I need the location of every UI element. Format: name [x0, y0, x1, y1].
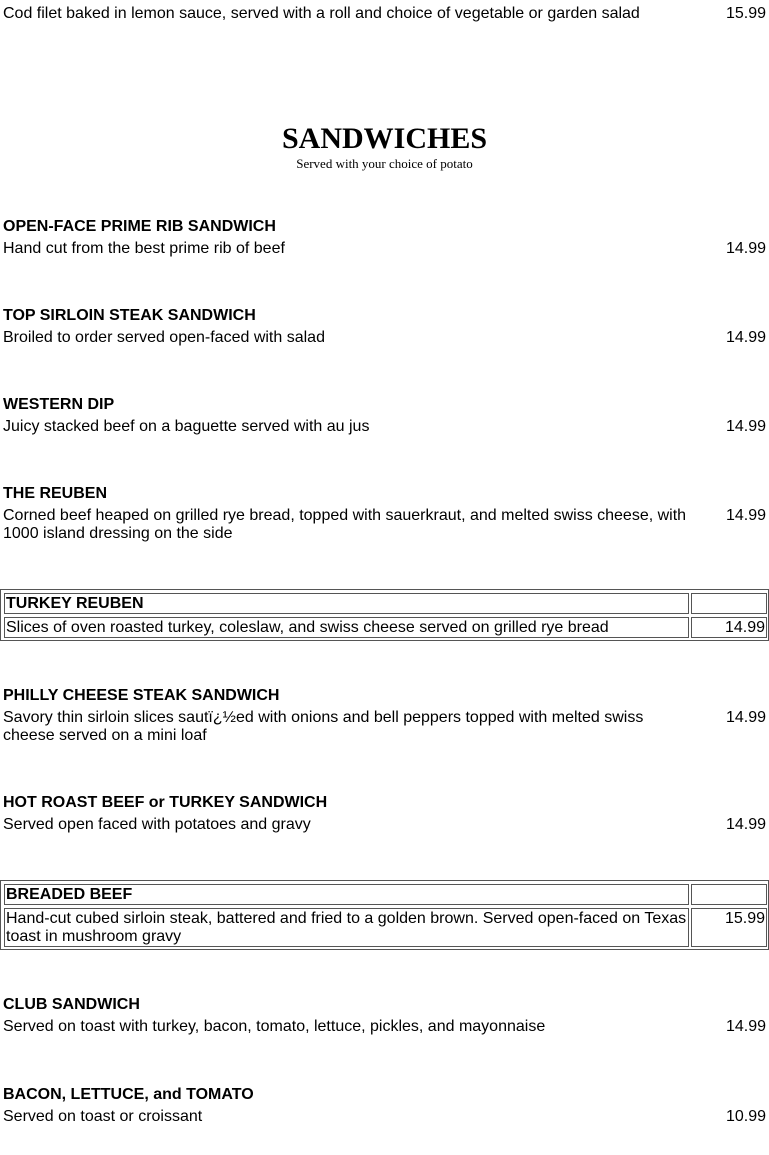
item-price: 14.99	[725, 1018, 766, 1035]
menu-item	[0, 418, 769, 436]
item-price: 15.99	[691, 908, 767, 947]
item-name: THE REUBEN	[3, 485, 108, 502]
item-price: 10.99	[725, 1108, 766, 1125]
menu-item	[0, 507, 769, 543]
section-subtitle: Served with your choice of potato	[296, 156, 473, 171]
item-name: CLUB SANDWICH	[3, 996, 140, 1013]
section-title: SANDWICHES	[281, 122, 488, 155]
item-description: Served on toast or croissant	[3, 1108, 203, 1125]
menu-item-table	[0, 589, 769, 641]
item-name: HOT ROAST BEEF or TURKEY SANDWICH	[3, 794, 328, 811]
item-price: 14.99	[725, 240, 766, 257]
item-name: WESTERN DIP	[3, 396, 115, 413]
item-name: BREADED BEEF	[4, 884, 689, 905]
item-price: 14.99	[725, 418, 766, 435]
item-price: 14.99	[725, 709, 766, 726]
menu-item-table	[0, 880, 769, 950]
item-description: Hand-cut cubed sirloin steak, battered and fried to a golden brown. Served open-faced on Texas toast in mushroom gravy	[4, 908, 689, 947]
item-price: 14.99	[725, 816, 766, 833]
item-description: Corned beef heaped on grilled rye bread, topped with sauerkraut, and melted swiss cheese, with 1000 island dressing on the side	[3, 507, 687, 542]
item-name: BACON, LETTUCE, and TOMATO	[3, 1086, 254, 1103]
item-description: Juicy stacked beef on a baguette served with au jus	[3, 418, 370, 435]
menu-item	[0, 1018, 769, 1036]
menu-item-cod	[0, 5, 769, 23]
menu-item	[0, 240, 769, 258]
item-price: 14.99	[725, 507, 766, 524]
item-description: Hand cut from the best prime rib of beef	[3, 240, 285, 257]
item-name: TOP SIRLOIN STEAK SANDWICH	[3, 307, 256, 324]
item-price: 14.99	[725, 329, 766, 346]
menu-item	[0, 709, 769, 745]
menu-item	[0, 816, 769, 834]
item-price: 14.99	[691, 617, 767, 638]
item-description: Served open faced with potatoes and gravy	[3, 816, 311, 833]
item-description: Served on toast with turkey, bacon, tomato, lettuce, pickles, and mayonnaise	[3, 1018, 546, 1035]
item-description: Cod filet baked in lemon sauce, served with a roll and choice of vegetable or garden salad	[3, 5, 640, 22]
item-name: TURKEY REUBEN	[4, 593, 689, 614]
item-description: Savory thin sirloin slices sautï¿½ed with onions and bell peppers topped with melted swiss cheese served on a mini loaf	[3, 709, 644, 744]
item-price: 15.99	[725, 5, 766, 22]
item-description: Broiled to order served open-faced with salad	[3, 329, 325, 346]
empty-price-cell	[691, 593, 767, 614]
menu-item	[0, 329, 769, 347]
item-description: Slices of oven roasted turkey, coleslaw, and swiss cheese served on grilled rye bread	[4, 617, 689, 638]
menu-item	[0, 1108, 769, 1126]
item-name: OPEN-FACE PRIME RIB SANDWICH	[3, 218, 276, 235]
item-name: PHILLY CHEESE STEAK SANDWICH	[3, 687, 280, 704]
empty-price-cell	[691, 884, 767, 905]
